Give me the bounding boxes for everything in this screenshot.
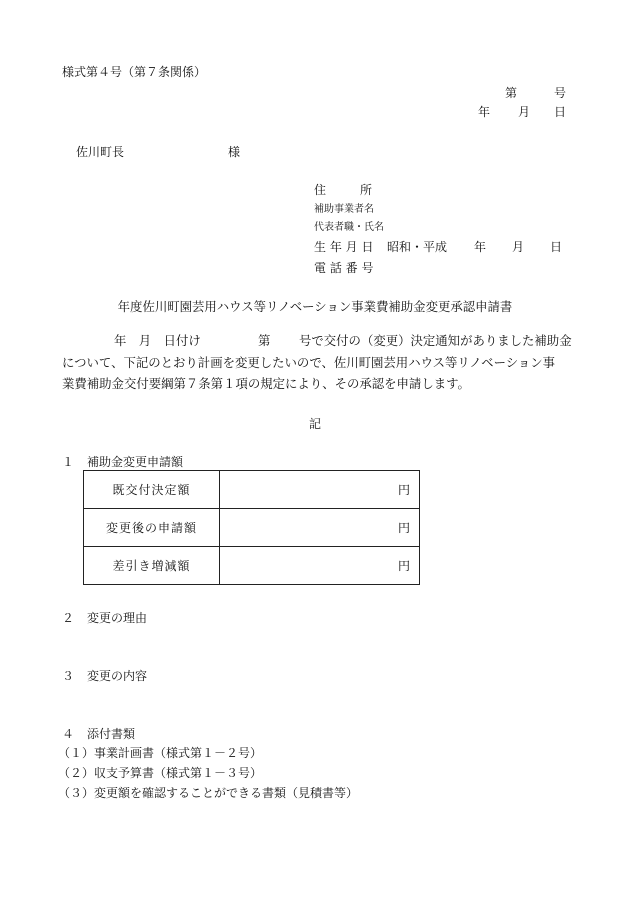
amount-label: 差引き増減額 <box>84 547 220 585</box>
phone-label: 電 話 番 号 <box>314 261 374 275</box>
amount-unit: 円 <box>220 471 420 509</box>
section-1-title: 補助金変更申請額 <box>87 455 184 469</box>
representative-label: 代表者職・氏名 <box>314 222 384 233</box>
address-label-2: 所 <box>360 183 373 197</box>
section-4-title: 添付書類 <box>87 727 136 741</box>
table-row <box>84 509 420 547</box>
birth-label: 生 年 月 日 <box>314 240 374 254</box>
section-4-number: ４ <box>62 727 75 741</box>
ki-heading: 記 <box>308 417 321 431</box>
addressee-honorific: 様 <box>228 145 241 159</box>
body-num-prefix: 第 <box>258 333 271 348</box>
date-day: 日 <box>554 105 567 119</box>
attachment-item: （１）事業計画書（様式第１－２号） <box>58 746 263 760</box>
birth-month: 月 <box>512 240 525 254</box>
attachment-item: （３）変更額を確認することができる書類（見積書等） <box>58 786 359 800</box>
body-date-part: 年 月 日付け <box>114 333 201 348</box>
section-3-number: ３ <box>62 669 75 683</box>
section-1-number: １ <box>62 455 75 469</box>
body-line1-rest: 号で交付の（変更）決定通知がありました補助金 <box>299 333 572 348</box>
doc-number-prefix: 第 <box>505 86 518 100</box>
amount-unit: 円 <box>220 547 420 585</box>
attachment-item: （２）収支予算書（様式第１－３号） <box>58 766 263 780</box>
table-row <box>84 471 420 509</box>
section-2-title: 変更の理由 <box>87 611 148 625</box>
birth-day: 日 <box>550 240 563 254</box>
form-label: 様式第４号（第７条関係） <box>62 65 207 79</box>
amount-unit: 円 <box>220 509 420 547</box>
amount-table <box>83 470 420 585</box>
birth-era: 昭和・平成 <box>387 240 448 254</box>
body-line2: について、下記のとおり計画を変更したいので、佐川町園芸用ハウス等リノベーション事 <box>62 355 556 370</box>
section-3-title: 変更の内容 <box>87 669 148 683</box>
address-label-1: 住 <box>314 183 327 197</box>
amount-label: 変更後の申請額 <box>84 509 220 547</box>
birth-year: 年 <box>474 240 487 254</box>
amount-label: 既交付決定額 <box>84 471 220 509</box>
body-line3: 業費補助金交付要綱第７条第１項の規定により、その承認を申請します。 <box>62 376 470 391</box>
addressee-name: 佐川町長 <box>76 145 125 159</box>
doc-number-suffix: 号 <box>554 86 567 100</box>
business-name-label: 補助事業者名 <box>314 204 374 215</box>
table-row <box>84 547 420 585</box>
document-title: 年度佐川町園芸用ハウス等リノベーション事業費補助金変更承認申請書 <box>117 299 513 314</box>
date-year: 年 <box>478 105 491 119</box>
date-month: 月 <box>518 105 531 119</box>
section-2-number: ２ <box>62 611 75 625</box>
